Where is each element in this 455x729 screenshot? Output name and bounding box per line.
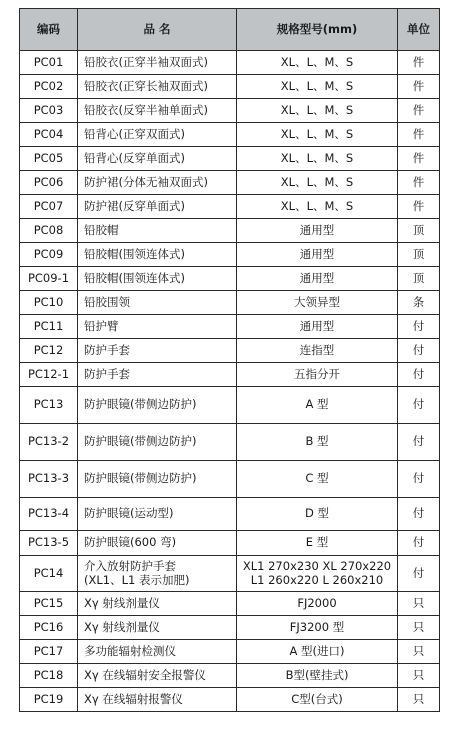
cell-name: 铅胶帽(围领连体式) <box>78 243 237 267</box>
cell-code: PC14 <box>20 556 78 592</box>
cell-spec: XL、L、M、S <box>237 75 398 99</box>
cell-code: PC02 <box>20 75 78 99</box>
cell-code: PC04 <box>20 123 78 147</box>
cell-unit: 只 <box>398 664 440 688</box>
cell-name: 铅背心(正穿双面式) <box>78 123 237 147</box>
cell-unit: 顶 <box>398 219 440 243</box>
cell-code: PC06 <box>20 171 78 195</box>
cell-spec: XL、L、M、S <box>237 147 398 171</box>
table-row <box>20 498 440 531</box>
cell-name: 防护眼镜(带侧边防护) <box>78 461 237 498</box>
cell-name: 防护手套 <box>78 339 237 363</box>
cell-unit: 只 <box>398 688 440 712</box>
cell-name: 介入放射防护手套 (XL1、L1 表示加肥) <box>78 556 237 592</box>
cell-code: PC12 <box>20 339 78 363</box>
cell-name: 防护裙(反穿单面式) <box>78 195 237 219</box>
cell-code: PC13-5 <box>20 531 78 556</box>
table-row <box>20 640 440 664</box>
cell-name: 铅胶帽 <box>78 219 237 243</box>
cell-code: PC13-3 <box>20 461 78 498</box>
table-row <box>20 461 440 498</box>
cell-unit: 条 <box>398 291 440 315</box>
cell-name: Xγ 射线剂量仪 <box>78 616 237 640</box>
cell-code: PC10 <box>20 291 78 315</box>
cell-spec: XL1 270x230 XL 270x220 L1 260x220 L 260x210 <box>237 556 398 592</box>
cell-code: PC19 <box>20 688 78 712</box>
cell-spec: XL、L、M、S <box>237 171 398 195</box>
table-body <box>20 51 440 712</box>
cell-unit: 顶 <box>398 243 440 267</box>
table-row <box>20 531 440 556</box>
table-row <box>20 51 440 75</box>
cell-unit: 顶 <box>398 267 440 291</box>
cell-spec: 通用型 <box>237 267 398 291</box>
header-name: 品 名 <box>78 9 237 51</box>
cell-spec: XL、L、M、S <box>237 123 398 147</box>
cell-code: PC16 <box>20 616 78 640</box>
cell-unit: 付 <box>398 315 440 339</box>
table-row <box>20 556 440 592</box>
cell-spec: 五指分开 <box>237 363 398 387</box>
cell-code: PC13-2 <box>20 424 78 461</box>
cell-spec: 通用型 <box>237 315 398 339</box>
cell-spec: C型(台式) <box>237 688 398 712</box>
cell-unit: 付 <box>398 363 440 387</box>
table-row <box>20 243 440 267</box>
cell-code: PC17 <box>20 640 78 664</box>
cell-name: 铅胶衣(反穿半袖单面式) <box>78 99 237 123</box>
cell-spec: XL、L、M、S <box>237 195 398 219</box>
cell-unit: 件 <box>398 75 440 99</box>
cell-name: 铅胶围领 <box>78 291 237 315</box>
cell-spec: A 型(进口) <box>237 640 398 664</box>
cell-spec: XL、L、M、S <box>237 51 398 75</box>
cell-spec: 大领异型 <box>237 291 398 315</box>
cell-unit: 件 <box>398 123 440 147</box>
cell-spec: 通用型 <box>237 219 398 243</box>
cell-name: 铅护臂 <box>78 315 237 339</box>
cell-name: 铅背心(反穿单面式) <box>78 147 237 171</box>
table-row <box>20 616 440 640</box>
cell-code: PC11 <box>20 315 78 339</box>
cell-spec: 通用型 <box>237 243 398 267</box>
table-row <box>20 363 440 387</box>
table-row <box>20 315 440 339</box>
table-row <box>20 219 440 243</box>
cell-code: PC07 <box>20 195 78 219</box>
cell-spec: A 型 <box>237 387 398 424</box>
table-row <box>20 688 440 712</box>
cell-unit: 只 <box>398 616 440 640</box>
table-row <box>20 267 440 291</box>
cell-spec: 连指型 <box>237 339 398 363</box>
table-row <box>20 123 440 147</box>
cell-name: 铅胶帽(围领连体式) <box>78 267 237 291</box>
cell-spec: FJ2000 <box>237 592 398 616</box>
table-row <box>20 339 440 363</box>
cell-spec: FJ3200 型 <box>237 616 398 640</box>
cell-spec: D 型 <box>237 498 398 531</box>
table-row <box>20 147 440 171</box>
cell-code: PC08 <box>20 219 78 243</box>
cell-unit: 付 <box>398 339 440 363</box>
cell-code: PC05 <box>20 147 78 171</box>
cell-code: PC13-4 <box>20 498 78 531</box>
cell-unit: 付 <box>398 556 440 592</box>
cell-code: PC13 <box>20 387 78 424</box>
header-unit: 单位 <box>398 9 440 51</box>
cell-unit: 只 <box>398 592 440 616</box>
table-row <box>20 99 440 123</box>
cell-name: 防护眼镜(带侧边防护) <box>78 424 237 461</box>
header-spec: 规格型号(mm) <box>237 9 398 51</box>
product-spec-table <box>19 8 440 712</box>
cell-name: 铅胶衣(正穿半袖双面式) <box>78 51 237 75</box>
cell-name: 铅胶衣(正穿长袖双面式) <box>78 75 237 99</box>
cell-unit: 付 <box>398 461 440 498</box>
cell-name: 防护眼镜(600 弯) <box>78 531 237 556</box>
cell-name: Xγ 在线辐射安全报警仪 <box>78 664 237 688</box>
cell-code: PC15 <box>20 592 78 616</box>
cell-code: PC03 <box>20 99 78 123</box>
cell-unit: 件 <box>398 195 440 219</box>
cell-unit: 付 <box>398 531 440 556</box>
cell-spec: E 型 <box>237 531 398 556</box>
cell-unit: 付 <box>398 498 440 531</box>
table-row <box>20 592 440 616</box>
table-row <box>20 75 440 99</box>
cell-unit: 件 <box>398 171 440 195</box>
cell-code: PC18 <box>20 664 78 688</box>
cell-code: PC12-1 <box>20 363 78 387</box>
cell-name: Xγ 射线剂量仪 <box>78 592 237 616</box>
table-row <box>20 387 440 424</box>
cell-name: 防护眼镜(运动型) <box>78 498 237 531</box>
cell-unit: 件 <box>398 147 440 171</box>
cell-code: PC01 <box>20 51 78 75</box>
cell-unit: 只 <box>398 640 440 664</box>
table-row <box>20 171 440 195</box>
table-row <box>20 195 440 219</box>
table-row <box>20 664 440 688</box>
cell-code: PC09 <box>20 243 78 267</box>
cell-unit: 付 <box>398 387 440 424</box>
cell-unit: 件 <box>398 51 440 75</box>
cell-spec: XL、L、M、S <box>237 99 398 123</box>
cell-name: 防护眼镜(带侧边防护) <box>78 387 237 424</box>
cell-name: 防护手套 <box>78 363 237 387</box>
cell-spec: C 型 <box>237 461 398 498</box>
cell-unit: 件 <box>398 99 440 123</box>
cell-code: PC09-1 <box>20 267 78 291</box>
cell-name: 多功能辐射检测仪 <box>78 640 237 664</box>
header-code: 编码 <box>20 9 78 51</box>
table-row <box>20 424 440 461</box>
cell-name: Xγ 在线辐射报警仪 <box>78 688 237 712</box>
table-header <box>20 9 440 51</box>
cell-unit: 付 <box>398 424 440 461</box>
cell-spec: B 型 <box>237 424 398 461</box>
cell-name: 防护裙(分体无袖双面式) <box>78 171 237 195</box>
cell-spec: B型(壁挂式) <box>237 664 398 688</box>
table-row <box>20 291 440 315</box>
